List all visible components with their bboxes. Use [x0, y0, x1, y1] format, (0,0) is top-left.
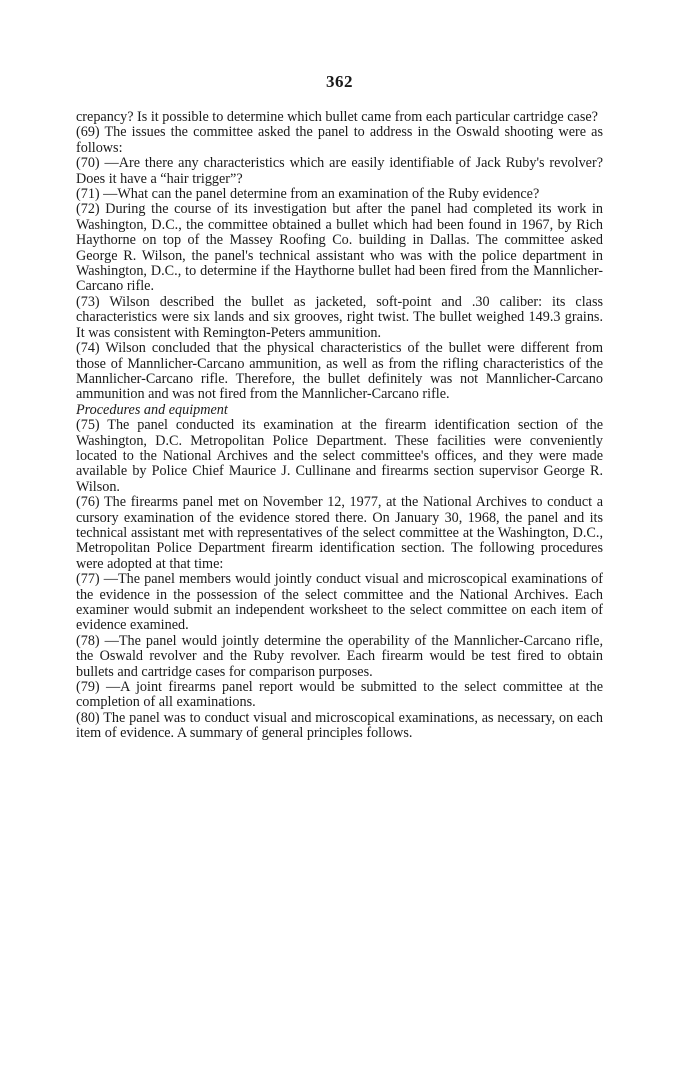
paragraph-70: (70) —Are there any characteristics which are easily identifiable of Jack Ruby's revolver? Does it have a “hair trigger”?: [76, 155, 603, 187]
paragraph-75: (75) The panel conducted its examination at the firearm identification section of the Washington, D.C. Metropolitan Police Department. These facilities were conveniently located to the National Archives and the select committee's offices, and they were made available by Police Chief Maurice J. Cullinane and firearms section supervisor George R. Wilson.: [76, 417, 603, 495]
paragraph-74: (74) Wilson concluded that the physical characteristics of the bullet were different from those of Mannlicher-Carcano ammunition, as well as from the rifling characteristics of the Mannlicher-Carcano rifle. Therefore, the bullet definitely was not Mannlicher-Carcano ammunition and was not fired from the Mannlicher-Carcano rifle.: [76, 340, 603, 403]
body-text: [76, 110, 603, 742]
section-heading: Procedures and equipment: [76, 401, 228, 418]
page-number: 362: [326, 72, 353, 91]
paragraph-71: (71) —What can the panel determine from an examination of the Ruby evidence?: [76, 186, 540, 203]
paragraph-continued: crepancy? Is it possible to determine which bullet came from each particular cartridge case?: [76, 109, 598, 125]
paragraph-76: (76) The firearms panel met on November 12, 1977, at the National Archives to conduct a cursory examination of the evidence stored there. On January 30, 1968, the panel and its technical assistant met with representatives of the select committee at the Washington, D.C., Metropolitan Police Department firearm identification section. The following procedures were adopted at that time:: [76, 494, 603, 572]
paragraph-72: (72) During the course of its investigation but after the panel had completed its work in Washington, D.C., the committee obtained a bullet which had been found in 1967, by Rich Haythorne on top of the Massey Roofing Co. building in Dallas. The committee asked George R. Wilson, the panel's technical assistant who was with the police department in Washington, D.C., to determine if the Haythorne bullet had been fired from the Mannlicher-Carcano rifle.: [76, 201, 603, 295]
paragraph-77: (77) —The panel members would jointly conduct visual and microscopical examinations of the evidence in the possession of the select committee and the National Archives. Each examiner would submit an independent worksheet to the select committee on each item of evidence examined.: [76, 571, 603, 634]
paragraph-69: (69) The issues the committee asked the panel to address in the Oswald shooting were as follows:: [76, 124, 603, 156]
paragraph-73: (73) Wilson described the bullet as jacketed, soft-point and .30 caliber: its class characteristics were six lands and six grooves, right twist. The bullet weighed 149.3 grains. It was consistent with Remington-Peters ammunition.: [76, 293, 603, 341]
paragraph-80: (80) The panel was to conduct visual and microscopical examinations, as necessary, on each item of evidence. A summary of general principles follows.: [76, 709, 603, 742]
paragraph-79: (79) —A joint firearms panel report would be submitted to the select committee at the completion of all examinations.: [76, 679, 603, 711]
paragraph-78: (78) —The panel would jointly determine the operability of the Mannlicher-Carcano rifle, the Oswald revolver and the Ruby revolver. Each firearm would be test fired to obtain bullets and cartridge cases for comparison purposes.: [76, 632, 603, 680]
